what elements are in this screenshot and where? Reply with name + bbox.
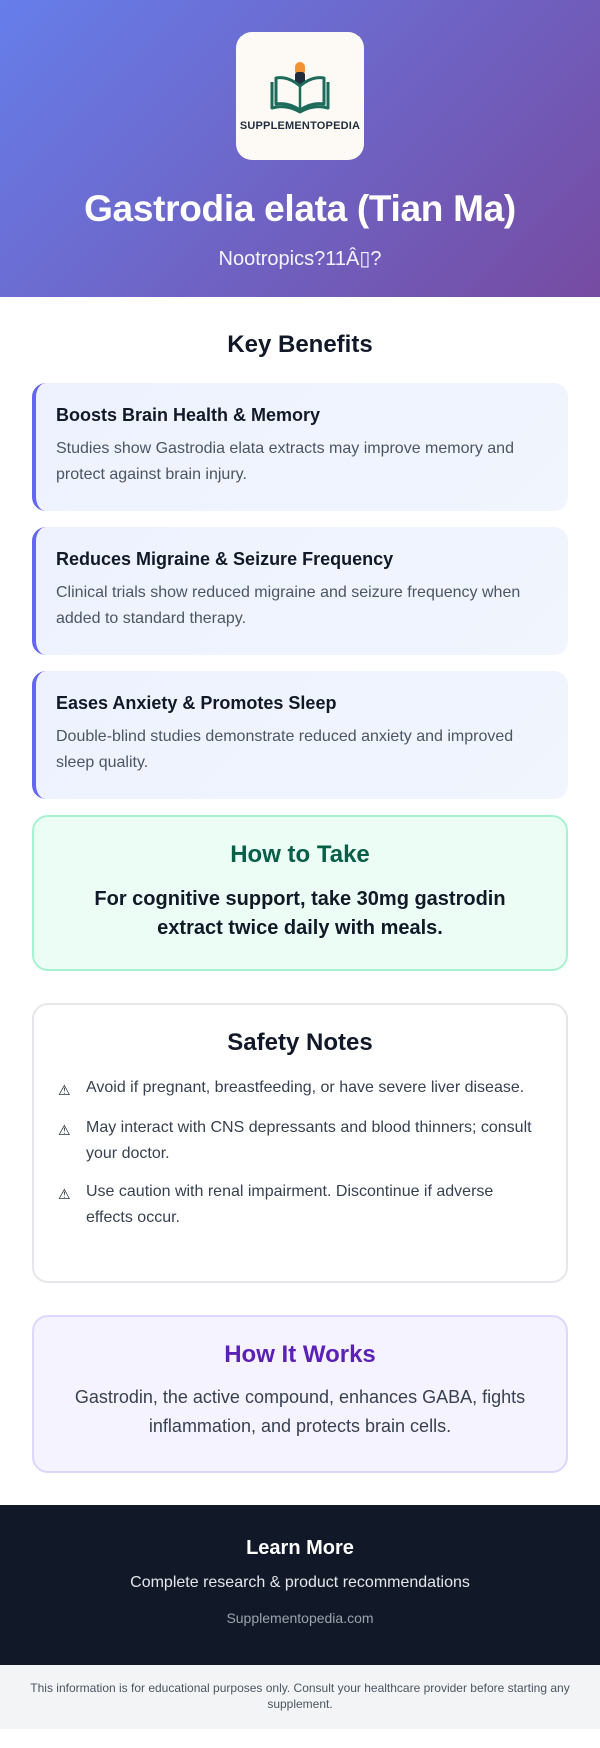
site-link[interactable]: Supplementopedia.com [226, 1610, 374, 1626]
safety-note-item [58, 1115, 542, 1167]
page-title: Gastrodia elata (Tian Ma) [84, 188, 516, 229]
disclaimer: This information is for educational purposes only. Consult your healthcare provider before starting any supplement. [0, 1665, 600, 1729]
key-benefits-title: Key Benefits [227, 331, 373, 358]
benefit-title: Eases Anxiety & Promotes Sleep [56, 693, 337, 713]
learn-more-title: Learn More [246, 1537, 354, 1559]
how-it-works-text: Gastrodin, the active compound, enhances GABA, fights inflammation, and protects brain cells. [74, 1387, 526, 1436]
warning-icon: ⚠ [58, 1082, 71, 1098]
warning-icon: ⚠ [58, 1186, 71, 1202]
brand-logo-text: SUPPLEMENTOPEDIA [239, 120, 361, 132]
how-it-works-card [32, 1315, 568, 1473]
page-subtitle: Nootropics?11Â▯? [218, 248, 382, 270]
benefit-card [32, 383, 568, 511]
benefit-text: Studies show Gastrodia elata extracts may improve memory and protect against brain injury. [56, 440, 514, 483]
benefit-title: Boosts Brain Health & Memory [56, 405, 321, 425]
brand-logo [236, 32, 364, 160]
safety-note-text: May interact with CNS depressants and blood thinners; consult your doctor. [86, 1119, 532, 1162]
benefit-card [32, 527, 568, 655]
book-pill-icon [266, 60, 334, 118]
warning-icon: ⚠ [58, 1122, 71, 1138]
hero-header [0, 0, 600, 297]
how-to-take-card [32, 815, 568, 971]
how-to-take-text: For cognitive support, take 30mg gastrodin extract twice daily with meals. [94, 888, 506, 939]
safety-note-text: Use caution with renal impairment. Discontinue if adverse effects occur. [86, 1183, 494, 1226]
benefit-text: Double-blind studies demonstrate reduced anxiety and improved sleep quality. [56, 728, 514, 771]
safety-note-item [58, 1075, 542, 1103]
benefit-title: Reduces Migraine & Seizure Frequency [56, 549, 394, 569]
benefit-text: Clinical trials show reduced migraine and seizure frequency when added to standard therapy. [56, 584, 521, 627]
safety-notes-title: Safety Notes [227, 1029, 373, 1056]
key-benefits-section [0, 331, 600, 799]
learn-more-footer [0, 1505, 600, 1665]
safety-notes-card [32, 1003, 568, 1283]
safety-note-item [58, 1179, 542, 1231]
how-to-take-title: How to Take [230, 841, 370, 868]
learn-more-description: Complete research & product recommendations [130, 1574, 470, 1591]
how-it-works-title: How It Works [224, 1341, 376, 1368]
safety-note-text: Avoid if pregnant, breastfeeding, or have severe liver disease. [86, 1079, 525, 1096]
benefit-card [32, 671, 568, 799]
